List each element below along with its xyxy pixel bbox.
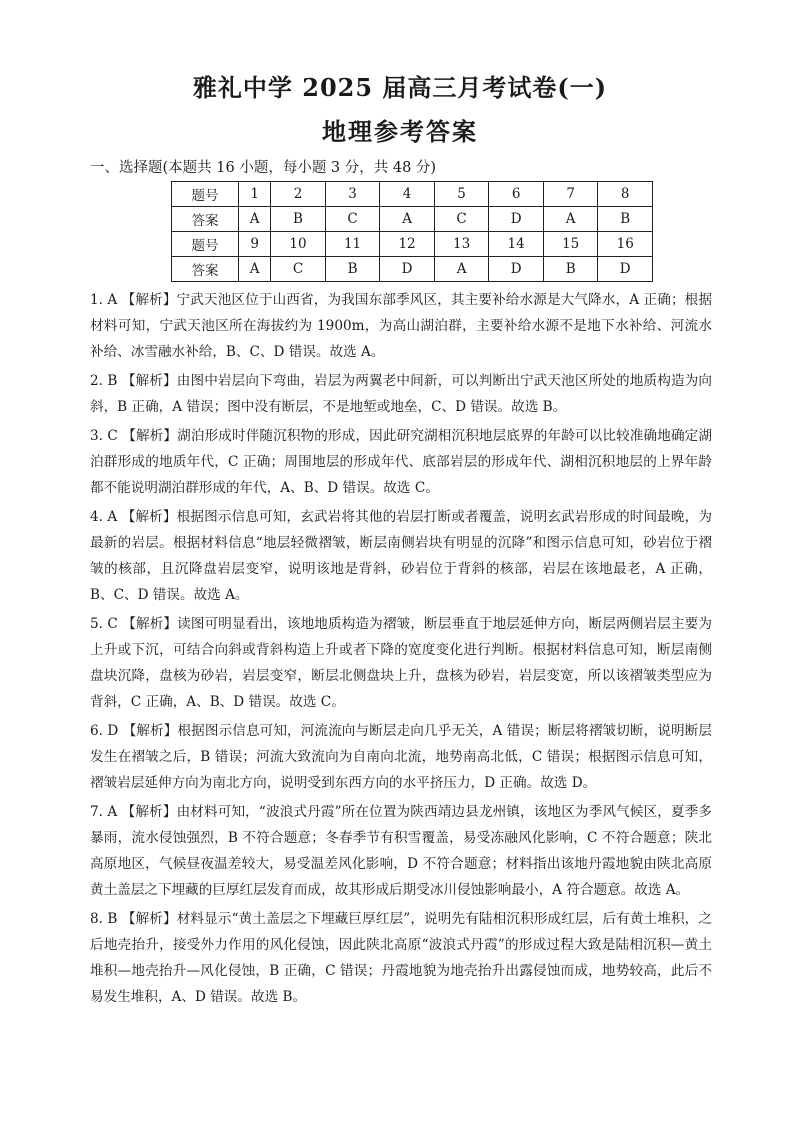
table-cell: A — [239, 257, 271, 282]
answer-item: 2. B 【解析】由图中岩层向下弯曲，岩层为两翼老中间新，可以判断出宁武天池区所处的地质构造为向斜，B 正确，A 错误；图中没有断层，不是地堑或地垒，C、D 错误。故选 B。 — [90, 373, 712, 415]
table-cell: C — [271, 257, 326, 282]
table-cell: 4 — [380, 182, 435, 207]
section-heading: 一、选择题(本题共 16 小题，每小题 3 分，共 48 分) — [90, 160, 437, 176]
table-cell: 14 — [489, 232, 544, 257]
table-cell: B — [271, 207, 326, 232]
table-cell: 12 — [380, 232, 435, 257]
table-cell: 16 — [598, 232, 653, 257]
table-cell: 1 — [239, 182, 271, 207]
table-row-header: 题号 — [172, 232, 239, 257]
table-cell: 3 — [325, 182, 380, 207]
answer-item: 1. A 【解析】宁武天池区位于山西省，为我国东部季风区，其主要补给水源是大气降水，A 正确；根据材料可知，宁武天池区所在海拔约为 1900m，为高山湖泊群，主要补给水源不是地下水补给、河流水补给、冰雪融水补给，B、C、D 错误。故选 A。 — [90, 292, 712, 360]
table-row — [172, 257, 653, 282]
table-row — [172, 232, 653, 257]
table-cell: 2 — [271, 182, 326, 207]
table-cell: 8 — [598, 182, 653, 207]
answer-item: 5. C 【解析】读图可明显看出，该地地质构造为褶皱，断层垂直于地层延伸方向，断层两侧岩层主要为上升或下沉，可结合向斜或背斜构造上升或者下降的宽度变化进行判断。根据材料信息可知，断层南侧盘块沉降，盘核为砂岩，岩层变窄，断层北侧盘块上升，盘核为砂岩，岩层变宽，所以该褶皱类型应为背斜，C 正确，A、B、D 错误。故选 C。 — [90, 616, 712, 710]
answer-item: 8. B 【解析】材料显示“黄土盖层之下埋藏巨厚红层”，说明先有陆相沉积形成红层，后有黄土堆积，之后地壳抬升，接受外力作用的风化侵蚀，因此陕北高原“波浪式丹霞”的形成过程大致是陆相沉积—黄土堆积—地壳抬升—风化侵蚀，B 正确，C 错误；丹霞地貌为地壳抬升出露侵蚀而成，地势较高，此后不易发生堆积，A、D 错误。故选 B。 — [90, 911, 712, 1005]
table-cell: C — [434, 207, 489, 232]
page-title: 雅礼中学 2025 届高三月考试卷(一) — [192, 73, 608, 102]
page-subtitle: 地理参考答案 — [322, 117, 478, 146]
table-cell: 10 — [271, 232, 326, 257]
table-cell: C — [325, 207, 380, 232]
table-cell: B — [543, 257, 598, 282]
answer-item: 6. D 【解析】根据图示信息可知，河流流向与断层走向几乎无关，A 错误；断层将褶皱切断，说明断层发生在褶皱之后，B 错误；河流大致流向为自南向北流，地势南高北低，C 错误；根据图示信息可知，褶皱岩层延伸方向为南北方向，说明受到东西方向的水平挤压力，D 正确。故选 D。 — [90, 723, 712, 791]
table-row-header: 题号 — [172, 182, 239, 207]
table-cell: 13 — [434, 232, 489, 257]
answer-table — [171, 181, 653, 282]
answer-item: 7. A 【解析】由材料可知，“波浪式丹霞”所在位置为陕西靖边县龙州镇，该地区为季风气候区，夏季多暴雨，流水侵蚀强烈，B 不符合题意；冬春季节有积雪覆盖，易受冻融风化影响，C 不符合题意；陕北高原地区，气候昼夜温差较大，易受温差风化影响，D 不符合题意；材料指出该地丹霞地貌由陕北高原黄土盖层之下埋藏的巨厚红层发育而成，故其形成后期受冰川侵蚀影响最小，A 符合题意。故选 A。 — [90, 804, 712, 898]
table-cell: 15 — [543, 232, 598, 257]
table-cell: 7 — [543, 182, 598, 207]
table-cell: 6 — [489, 182, 544, 207]
answer-item: 3. C 【解析】湖泊形成时伴随沉积物的形成，因此研究湖相沉积地层底界的年龄可以比较准确地确定湖泊群形成的地质年代，C 正确；周围地层的形成年代、底部岩层的形成年代、湖相沉积地层的上界年龄都不能说明湖泊群形成的年代，A、B、D 错误。故选 C。 — [90, 428, 713, 496]
table-cell: 9 — [239, 232, 271, 257]
table-cell: D — [489, 207, 544, 232]
table-row — [172, 182, 653, 207]
answer-explanations — [90, 287, 712, 1013]
table-cell: D — [380, 257, 435, 282]
table-cell: D — [598, 257, 653, 282]
table-cell: A — [380, 207, 435, 232]
table-row-header: 答案 — [172, 207, 239, 232]
table-cell: B — [325, 257, 380, 282]
table-cell: A — [434, 257, 489, 282]
table-cell: B — [598, 207, 653, 232]
table-row — [172, 207, 653, 232]
table-cell: D — [489, 257, 544, 282]
table-cell: A — [543, 207, 598, 232]
table-cell: 5 — [434, 182, 489, 207]
table-row-header: 答案 — [172, 257, 239, 282]
answer-item: 4. A 【解析】根据图示信息可知，玄武岩将其他的岩层打断或者覆盖，说明玄武岩形成的时间最晚，为最新的岩层。根据材料信息“地层轻微褶皱，断层南侧岩块有明显的沉降”和图示信息可知，砂岩位于褶皱的核部，且沉降盘岩层变窄，说明该地是背斜，砂岩位于背斜的核部，岩层在该地最老，A 正确，B、C、D 错误。故选 A。 — [90, 509, 712, 603]
table-cell: 11 — [325, 232, 380, 257]
table-cell: A — [239, 207, 271, 232]
